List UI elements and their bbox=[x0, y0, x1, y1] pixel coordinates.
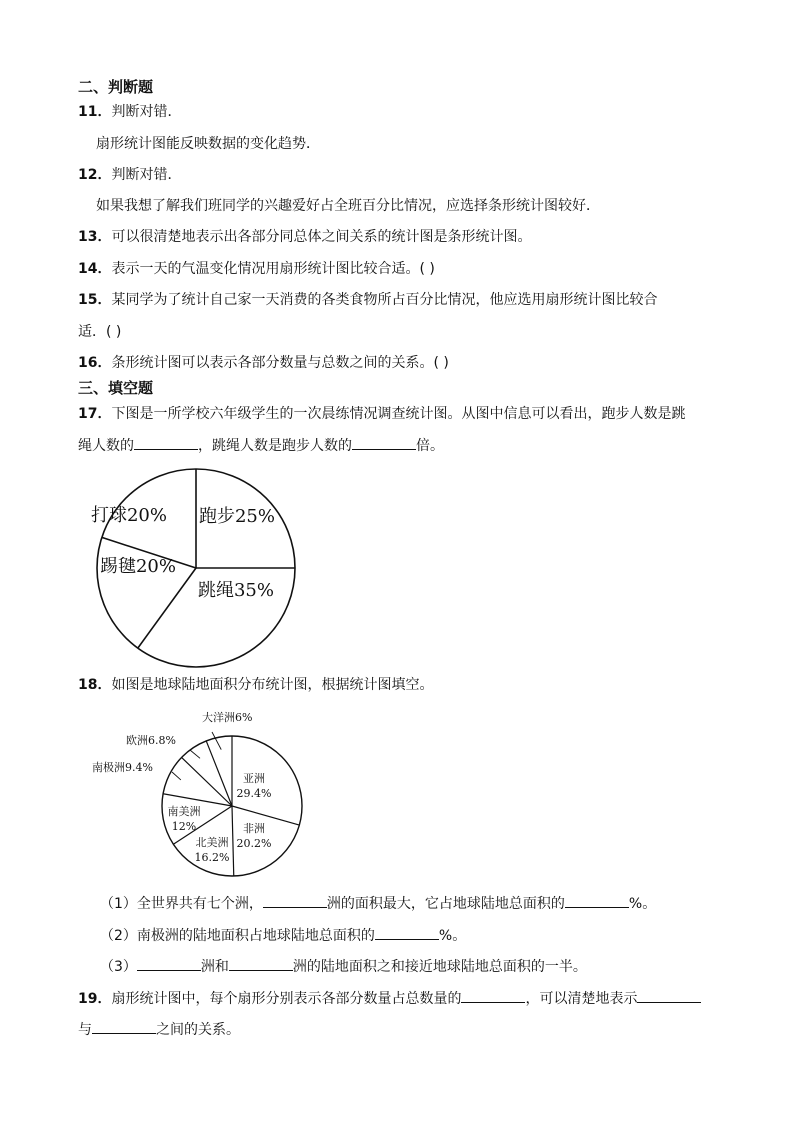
question-text: 下图是一所学校六年级学生的一次晨练情况调查统计图。从图中信息可以看出，跑步人数是跳 bbox=[111, 406, 686, 422]
pie-slice-label-3: 打球20% bbox=[90, 505, 168, 526]
question-text: 之间的关系。 bbox=[156, 1022, 240, 1038]
question-text: 判断对错． bbox=[111, 167, 182, 183]
question-15-line2 bbox=[78, 322, 121, 342]
question-11 bbox=[78, 102, 181, 122]
question-text: 如图是地球陆地面积分布统计图，根据统计图填空。 bbox=[111, 677, 434, 693]
exercise-pie-chart bbox=[90, 462, 302, 674]
answer-blank[interactable] bbox=[229, 956, 293, 971]
question-number: 17． bbox=[78, 406, 112, 422]
question-number: 12． bbox=[78, 167, 112, 183]
question-12-body: 如果我想了解我们班同学的兴趣爱好占全班百分比情况，应选择条形统计图较好． bbox=[96, 198, 600, 214]
question-number: 15． bbox=[78, 292, 112, 308]
question-text: ，可以清楚地表示 bbox=[525, 991, 638, 1007]
pie-slice-value-3: 12% bbox=[171, 820, 197, 833]
question-18-sub1 bbox=[100, 893, 656, 914]
question-number: 19． bbox=[78, 991, 112, 1007]
question-18 bbox=[78, 675, 433, 695]
question-13 bbox=[78, 227, 531, 247]
continent-area-pie-chart bbox=[84, 702, 314, 882]
answer-blank[interactable] bbox=[263, 893, 327, 908]
question-text: （3） bbox=[100, 959, 137, 975]
pie-slice-label-0: 跑步25% bbox=[198, 506, 276, 527]
section-title-fill-in: 三、填空题 bbox=[78, 379, 154, 397]
question-text: 扇形统计图中，每个扇形分别表示各部分数量占总数量的 bbox=[111, 991, 462, 1007]
question-text: 绳人数的 bbox=[78, 438, 134, 454]
answer-blank[interactable] bbox=[134, 435, 198, 450]
question-number: 16． bbox=[78, 355, 112, 371]
pie-outer-label-0: 南极洲9.4% bbox=[92, 761, 153, 774]
question-18-sub2 bbox=[100, 925, 466, 946]
question-text: %。 bbox=[628, 896, 657, 912]
question-12 bbox=[78, 165, 181, 185]
question-text: 洲和 bbox=[200, 959, 229, 975]
question-text: %。 bbox=[438, 928, 467, 944]
answer-blank[interactable] bbox=[375, 925, 439, 940]
pie-slice-name-1: 非洲 bbox=[243, 822, 265, 835]
question-text: 与 bbox=[78, 1022, 92, 1038]
question-text: ，跳绳人数是跑步人数的 bbox=[198, 438, 352, 454]
section-title-judgement: 二、判断题 bbox=[78, 78, 154, 96]
answer-blank[interactable] bbox=[637, 988, 701, 1003]
answer-blank[interactable] bbox=[137, 956, 201, 971]
answer-blank[interactable] bbox=[352, 435, 416, 450]
pie-slice-value-1: 20.2% bbox=[236, 837, 272, 850]
question-14 bbox=[78, 259, 435, 279]
question-17-line2 bbox=[78, 435, 444, 456]
pie-outer-label-2: 大洋洲6% bbox=[202, 711, 253, 724]
question-text: 倍。 bbox=[416, 438, 444, 454]
pie-slice-value-0: 29.4% bbox=[236, 787, 272, 800]
question-number: 11． bbox=[78, 104, 112, 120]
answer-blank[interactable] bbox=[461, 988, 525, 1003]
question-19 bbox=[78, 988, 701, 1009]
question-11-body: 扇形统计图能反映数据的变化趋势． bbox=[96, 136, 320, 152]
pie-slice-label-1: 跳绳35% bbox=[197, 580, 275, 601]
question-text: 表示一天的气温变化情况用扇形统计图比较合适。 bbox=[111, 261, 420, 277]
answer-parentheses[interactable]: ( ) bbox=[106, 324, 122, 340]
question-text: 可以很清楚地表示出各部分同总体之间关系的统计图是条形统计图。 bbox=[111, 229, 532, 245]
pie-slice-name-2: 北美洲 bbox=[195, 836, 229, 849]
question-number: 13． bbox=[78, 229, 112, 245]
question-text: 洲的陆地面积之和接近地球陆地总面积的一半。 bbox=[292, 959, 587, 975]
pie-slice-name-0: 亚洲 bbox=[243, 772, 265, 785]
pie-slice-name-3: 南美洲 bbox=[167, 805, 201, 818]
question-text: 判断对错． bbox=[111, 104, 182, 120]
answer-blank[interactable] bbox=[92, 1019, 156, 1034]
question-text: 洲的面积最大，它占地球陆地总面积的 bbox=[326, 896, 565, 912]
pie-slice-label-2: 踢毽20% bbox=[99, 556, 177, 577]
pie-slice-value-2: 16.2% bbox=[194, 851, 230, 864]
question-text: （1）全世界共有七个洲， bbox=[100, 896, 263, 912]
question-text: 某同学为了统计自己家一天消费的各类食物所占百分比情况，他应选用扇形统计图比较合 bbox=[111, 292, 658, 308]
question-number: 18． bbox=[78, 677, 112, 693]
question-17 bbox=[78, 404, 685, 424]
answer-parentheses[interactable]: ( ) bbox=[419, 261, 435, 277]
question-text: 条形统计图可以表示各部分数量与总数之间的关系。 bbox=[111, 355, 434, 371]
question-19-line2 bbox=[78, 1019, 240, 1040]
answer-blank[interactable] bbox=[565, 893, 629, 908]
question-number: 14． bbox=[78, 261, 112, 277]
question-text: （2）南极洲的陆地面积占地球陆地总面积的 bbox=[100, 928, 375, 944]
question-18-sub3 bbox=[100, 956, 587, 977]
question-15 bbox=[78, 290, 657, 310]
answer-parentheses[interactable]: ( ) bbox=[433, 355, 449, 371]
question-text: 适． bbox=[78, 324, 106, 340]
pie-outer-label-1: 欧洲6.8% bbox=[126, 734, 176, 747]
question-16 bbox=[78, 353, 449, 373]
